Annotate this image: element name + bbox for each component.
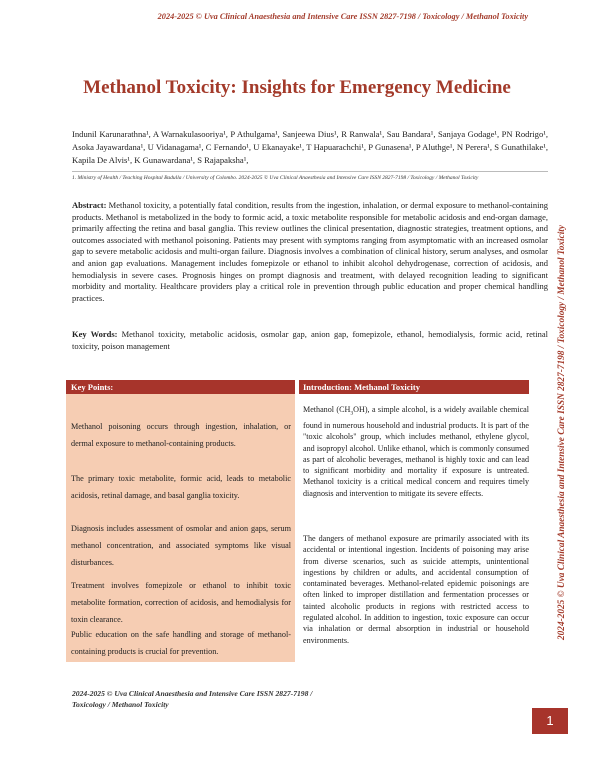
introduction-paragraph-1 (303, 404, 529, 499)
abstract-label: Abstract: (72, 200, 107, 210)
divider (72, 171, 548, 172)
running-head: 2024-2025 © Uva Clinical Anaesthesia and Intensive Care ISSN 2827-7198 / Toxicology / Methanol Toxicity (157, 12, 528, 21)
abstract (72, 200, 548, 304)
key-point-item: Methanol poisoning occurs through ingestion, inhalation, or dermal exposure to methanol-containing products. (71, 422, 291, 448)
footer-line-1: 2024-2025 © Uva Clinical Anaesthesia and Intensive Care ISSN 2827-7198 / (72, 689, 313, 698)
side-journal-label: 2024-2025 © Uva Clinical Anaesthesia and Intensive Care ISSN 2827-7198 / Toxicology / Methanol Toxicity (557, 225, 567, 640)
page-number: 1 (532, 708, 568, 734)
introduction-heading: Introduction: Methanol Toxicity (299, 380, 529, 394)
keywords-text: Methanol toxicity, metabolic acidosis, osmolar gap, anion gap, fomepizole, ethanol, hemodialysis, formic acid, retinal toxicity, poison management (72, 329, 549, 351)
intro-p1-start: Methanol (CH (303, 405, 351, 414)
keywords (72, 329, 548, 352)
author-list: Indunil Karunarathna¹, A Warnakulasooriya¹, P Athulgama¹, Sanjeewa Dius¹, R Ranwala¹, Sau Bandara¹, Sanjaya Godage¹, PN Rodrigo¹, Asoka Jayawardana¹, U Vidanagama¹, C Fernando¹, U Ekanayake¹, T Hapuarachchi¹, P Gunasena¹, P Aluthge¹, N Perera¹, S Gunathilake¹, Kapila De Alvis¹, K Gunawardana¹, S Rajapaksha¹, (72, 129, 548, 165)
key-point-item: The primary toxic metabolite, formic acid, leads to metabolic acidosis, retinal damage, and basal ganglia toxicity. (71, 474, 291, 500)
side-journal-text (553, 140, 567, 640)
key-points-box (66, 380, 295, 662)
key-point-item: Diagnosis includes assessment of osmolar and anion gaps, serum methanol concentration, and associated symptoms like visual disturbances. (71, 524, 291, 567)
intro-p1-subscript: 3 (350, 410, 354, 417)
key-point-item: Public education on the safe handling and storage of methanol-containing products is crucial for prevention. (71, 630, 291, 656)
introduction-paragraph-2: The dangers of methanol exposure are primarily associated with its accidental or intentional ingestion. Incidents of poisoning may arise from diverse scenarios, such as suicide attempts, unintentional ingestions by children or adults, and accidental consumption of contaminated beverages. Methanol-related epidemic poisonings are often linked to improper distillation and fermentation processes or tainted alcoholic products in regions with restricted access to regulated alcohol. In addition to ingestion, toxic exposure can occur via inhalation or dermal absorption in industrial or household environments. (303, 534, 529, 645)
footer (72, 688, 352, 710)
key-point-item: Treatment involves fomepizole or ethanol to inhibit toxic metabolite formation, correction of acidosis, and hemodialysis for toxin clearance. (71, 581, 291, 624)
article-title: Methanol Toxicity: Insights for Emergency Medicine (83, 77, 511, 98)
keywords-label: Key Words: (72, 329, 118, 339)
key-points-heading: Key Points: (66, 380, 295, 394)
footer-line-2: Toxicology / Methanol Toxicity (72, 700, 169, 709)
affiliation: 1. Ministry of Health / Teaching Hospital Badulla / University of Colombo. 2024-2025 © Uva Clinical Anaesthesia and Intensive Care ISSN 2827-7198 / Toxicology / Methanol Toxicity (72, 175, 479, 181)
abstract-text: Methanol toxicity, a potentially fatal condition, results from the ingestion, inhalation, or dermal exposure to methanol-containing products. Methanol is metabolized in the body to formic acid, a toxic metabolite responsible for metabolic acidosis and end-organ damage, primarily affecting the retina and basal ganglia. This review outlines the clinical presentation, diagnostic strategies, treatment options, and outcomes associated with methanol poisoning. Patients may present with symptoms ranging from asymptomatic with an increased osmolar gap to severe metabolic acidosis and multi-organ failure. Diagnosis involves a combination of clinical history, serum analyses, and osmolar and anion gap evaluations. Management includes fomepizole or ethanol to inhibit alcohol dehydrogenase, correction of acidosis, and hemodialysis in severe cases. Prognosis hinges on prompt diagnosis and treatment, with delayed recognition leading to significant morbidity and mortality. Healthcare providers play a critical role in prevention through public education and proper chemical handling practices. (72, 200, 548, 303)
intro-p1-rest: OH), a simple alcohol, is a widely available chemical found in numerous household and industrial products. It is part of the "toxic alcohols" group, which includes methanol, ethylene glycol, and isopropyl alcohol. Unlike ethanol, which is commonly consumed as part of alcoholic beverages, methanol is highly toxic and can lead to significant morbidity and mortality if exposure is untreated. Methanol toxicity is a critical medical concern and requires timely diagnosis and intervention to mitigate its severe effects. (303, 405, 530, 498)
